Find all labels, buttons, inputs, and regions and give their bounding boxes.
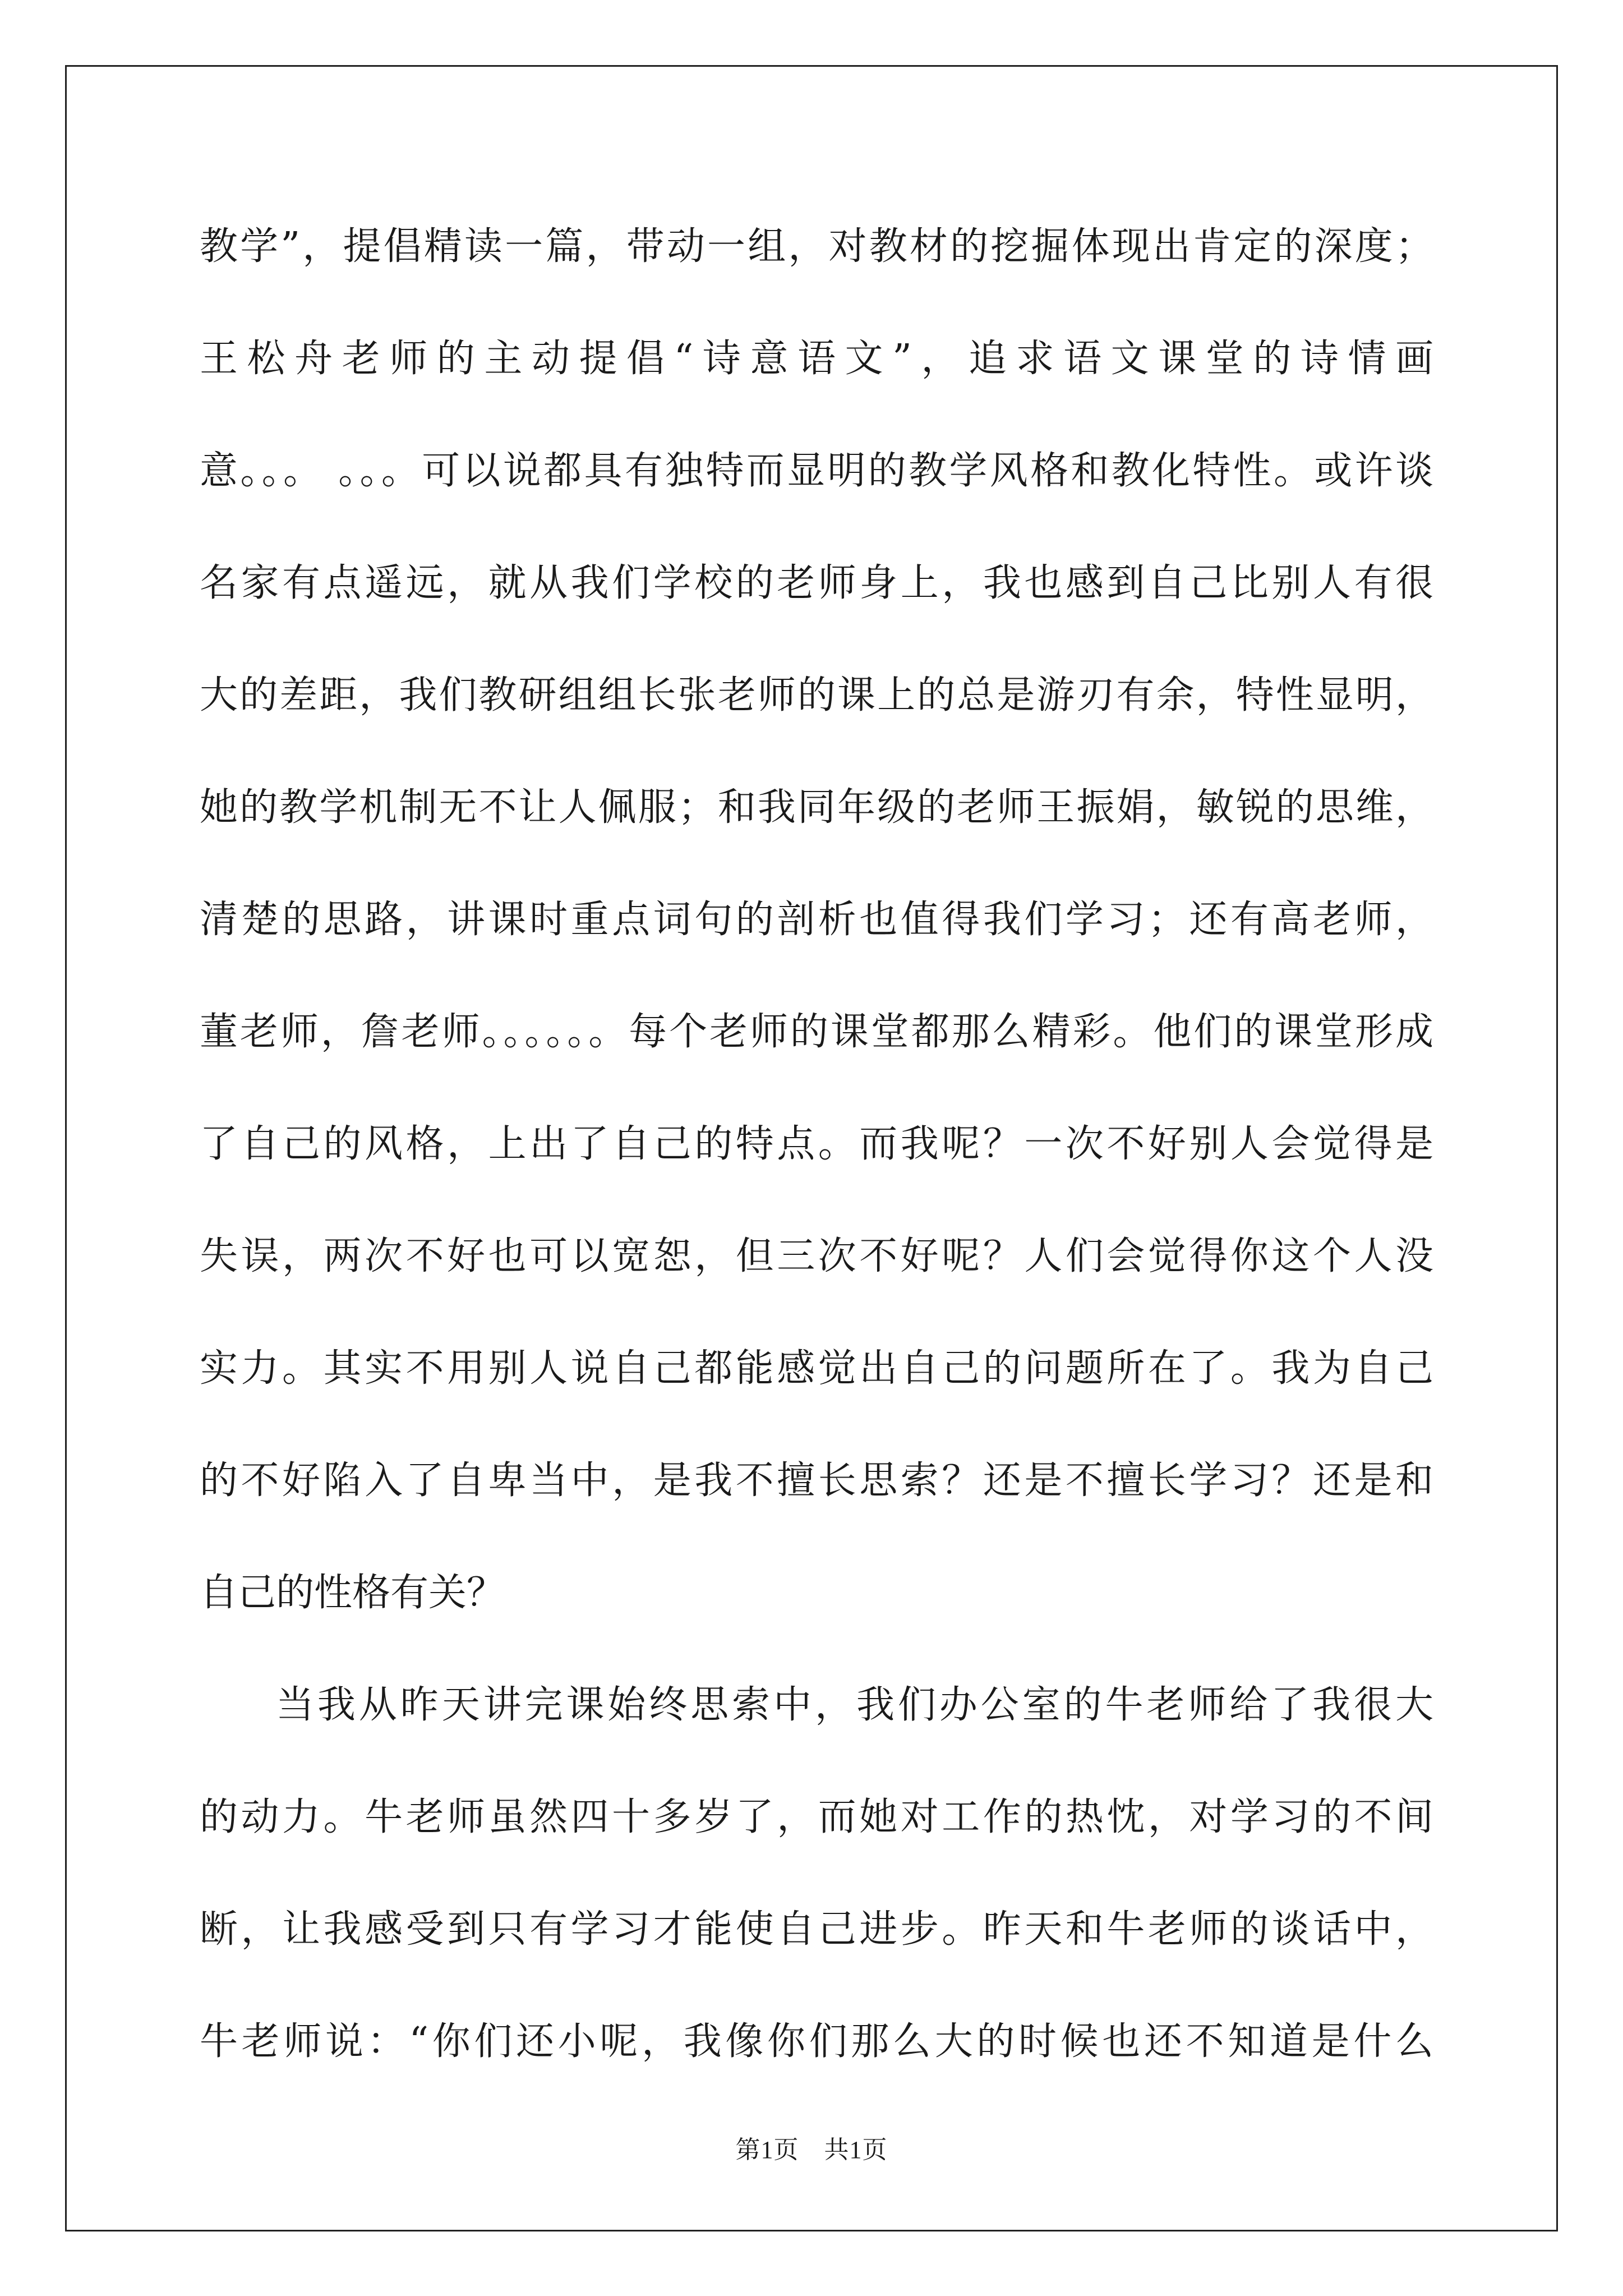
text-line: 王松舟老师的主动提倡“诗意语文”，追求语文课堂的诗情画 — [200, 337, 1433, 381]
text-line: 断，让我感受到只有学习才能使自己进步。昨天和牛老师的谈话中， — [200, 1907, 1433, 1952]
text-line: 清楚的思路，讲课时重点词句的剖析也值得我们学习；还有高老师， — [200, 898, 1433, 942]
text-line: 她的教学机制无不让人佩服；和我同年级的老师王振娟，敏锐的思维， — [200, 785, 1433, 830]
text-line: 董老师，詹老师。。。。。。每个老师的课堂都那么精彩。他们的课堂形成 — [200, 1010, 1433, 1054]
text-line: 名家有点遥远，就从我们学校的老师身上，我也感到自己比别人有很 — [200, 561, 1433, 605]
text-line: 的不好陷入了自卑当中，是我不擅长思索？还是不擅长学习？还是和 — [200, 1458, 1433, 1503]
text-line: 的动力。牛老师虽然四十多岁了，而她对工作的热忱，对学习的不间 — [200, 1795, 1433, 1839]
text-line: 失误，两次不好也可以宽恕，但三次不好呢？人们会觉得你这个人没 — [200, 1234, 1433, 1278]
text-line: 了自己的风格，上出了自己的特点。而我呢？一次不好别人会觉得是 — [200, 1122, 1433, 1166]
paragraph-last-line: 自己的性格有关？ — [200, 1571, 505, 1615]
text-line: 实力。其实不用别人说自己都能感觉出自己的问题所在了。我为自己 — [200, 1346, 1433, 1391]
text-line: 意。。。 。。。可以说都具有独特而显明的教学风格和教化特性。或许谈 — [200, 449, 1433, 493]
text-line: 牛老师说：“你们还小呢，我像你们那么大的时候也还不知道是什么 — [200, 2019, 1433, 2064]
document-body — [200, 213, 1433, 2120]
text-line: 大的差距，我们教研组组长张老师的课上的总是游刃有余，特性显明， — [200, 673, 1433, 717]
page-number-footer: 第1页 共1页 — [735, 2136, 888, 2164]
paragraph-first-line: 当我从昨天讲完课始终思索中，我们办公室的牛老师给了我很大 — [276, 1683, 1433, 1727]
text-line: 教学”，提倡精读一篇，带动一组，对教材的挖掘体现出肯定的深度； — [200, 224, 1433, 269]
